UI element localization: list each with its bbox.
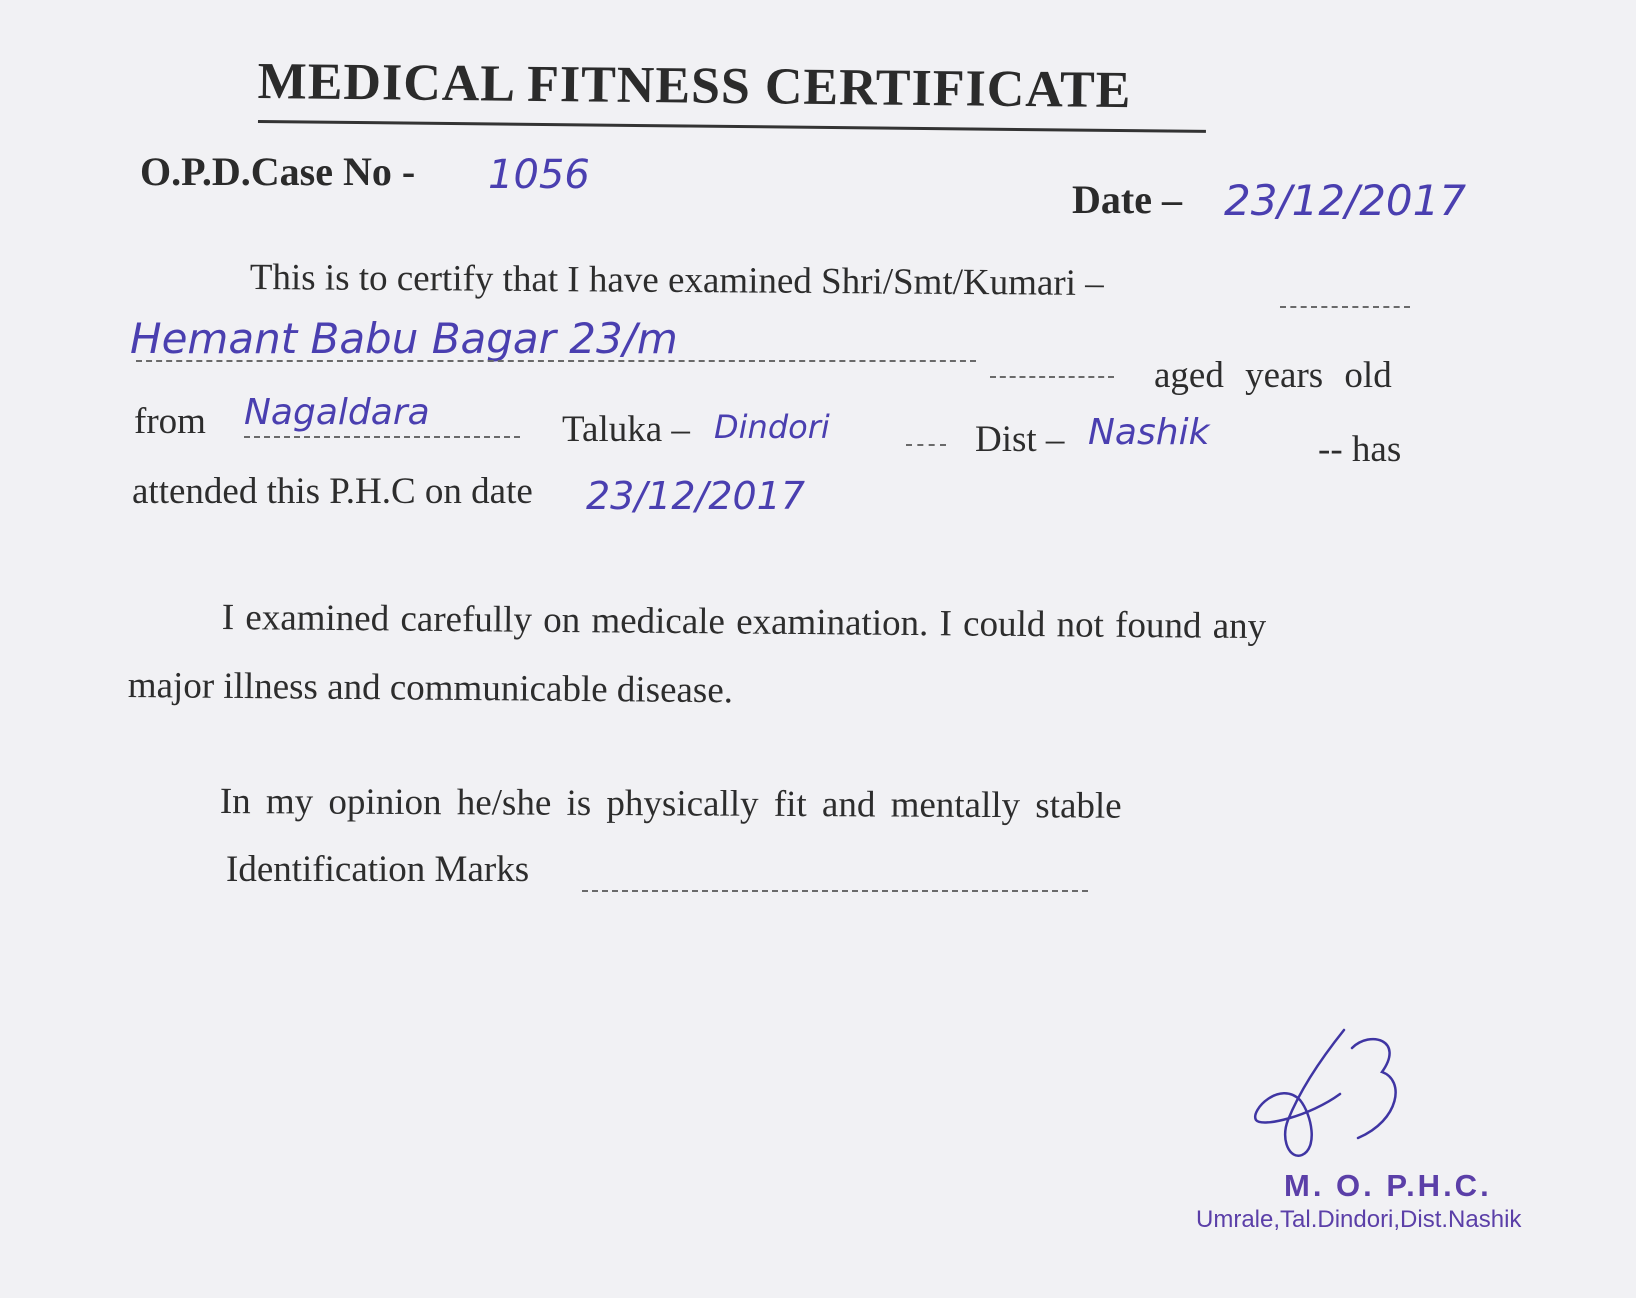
from-label: from xyxy=(134,401,206,442)
title-underline xyxy=(258,120,1206,133)
attended-label: attended this P.H.C on date xyxy=(132,471,533,512)
doctor-signature xyxy=(1240,1020,1420,1170)
name-dash-2 xyxy=(990,376,1114,378)
dist-label: Dist – xyxy=(975,419,1065,460)
stamp-title: M. O. P.H.C. xyxy=(1284,1168,1492,1203)
village-value: Nagaldara xyxy=(244,392,430,433)
taluka-dash xyxy=(906,444,946,446)
taluka-label: Taluka – xyxy=(562,409,690,450)
has-label: -- has xyxy=(1318,429,1402,470)
village-underline xyxy=(244,436,520,438)
stamp-address: Umrale,Tal.Dindori,Dist.Nashik xyxy=(1196,1206,1522,1233)
examination-line-2: major illness and communicable disease. xyxy=(127,664,734,712)
opinion-line: In my opinion he/she is physically fit and mentally stable xyxy=(219,781,1122,827)
patient-name-value: Hemant Babu Bagar 23/m xyxy=(130,314,678,363)
taluka-value: Dindori xyxy=(714,408,830,446)
date-value: 23/12/2017 xyxy=(1224,176,1467,225)
certificate-title: MEDICAL FITNESS CERTIFICATE xyxy=(257,52,1132,120)
date-label: Date – xyxy=(1072,177,1182,222)
attended-date-value: 23/12/2017 xyxy=(586,474,806,518)
name-underline xyxy=(136,360,976,362)
opd-case-value: 1056 xyxy=(488,152,590,198)
aged-label: aged years old xyxy=(1154,355,1392,396)
identification-label: Identification Marks xyxy=(226,849,530,890)
certify-line: This is to certify that I have examined Shri/Smt/Kumari – xyxy=(249,256,1104,304)
identification-underline xyxy=(582,890,1088,892)
opd-case-label: O.P.D.Case No - xyxy=(140,149,416,194)
dist-value: Nashik xyxy=(1088,412,1210,453)
name-dash-1 xyxy=(1280,306,1410,308)
examination-line-1: I examined carefully on medicale examination. I could not found any xyxy=(221,596,1267,648)
